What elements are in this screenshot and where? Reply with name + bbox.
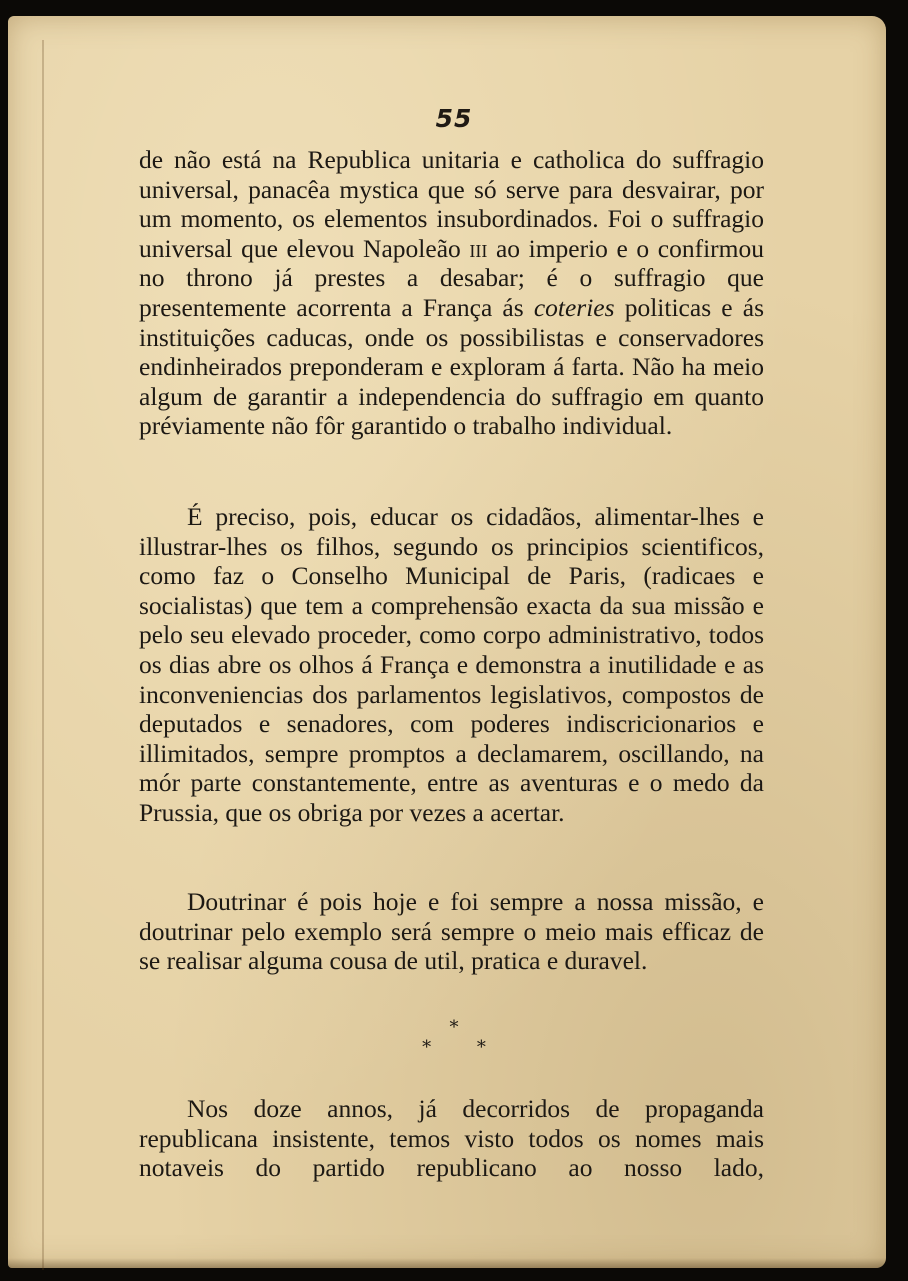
paragraph-1-part-2: ao imperio e o confirmou no throno já prestes a desabar; é o suffragio que presentemente acorrenta a França ás bbox=[139, 233, 765, 322]
paragraph-4-text: Nos doze annos, já decorridos de propaganda republicana insistente, temos visto todos os nomes mais notaveis do partido republicano ao nosso lado, bbox=[139, 1094, 764, 1183]
paragraph-1 bbox=[139, 145, 764, 441]
paragraph-1-text bbox=[139, 145, 764, 441]
paragraph-1-part-3: politicas e ás instituições caducas, onde os possibilistas e conservadores endinheirados preponderam e exploram á farta. Não ha meio algum de garantir a independencia do suffragio em quanto préviamente não fôr garantido o trabalho individual. bbox=[139, 292, 764, 441]
roman-numeral: iii bbox=[469, 233, 488, 263]
asterism-bottom: * * bbox=[422, 1037, 506, 1058]
page-number: 55 bbox=[435, 104, 473, 133]
paragraph-3 bbox=[139, 887, 764, 976]
italic-word-coteries: coteries bbox=[533, 292, 615, 322]
page-gutter-shadow bbox=[42, 40, 44, 1270]
section-divider-asterism bbox=[0, 1018, 908, 1058]
page-bottom-edge bbox=[8, 1258, 886, 1268]
paragraph-2-text: É preciso, pois, educar os cidadãos, alimentar-lhes e illustrar-lhes os filhos, segundo os principios scientificos, como faz o Conselho Municipal de Paris, (radicaes e socialistas) que tem a comprehensão exacta da sua missão e pelo seu elevado proceder, como corpo administrativo, todos os dias abre os olhos á França e demonstra a inutilidade e as inconveniencias dos parlamentos legislativos, compostos de deputados e senadores, com poderes indiscricionarios e illimitados, sempre promptos a declamarem, oscillando, na mór parte constantemente, entre as aventuras e o medo da Prussia, que os obriga por vezes a acertar. bbox=[139, 502, 764, 827]
paragraph-3-text: Doutrinar é pois hoje e foi sempre a nossa missão, e doutrinar pelo exemplo será sempre o meio mais efficaz de se realisar alguma cousa de util, pratica e duravel. bbox=[139, 887, 764, 976]
paragraph-2 bbox=[139, 502, 764, 828]
paragraph-4 bbox=[139, 1094, 764, 1183]
paragraph-1-part-1: de não está na Republica unitaria e catholica do suffragio universal, panacêa mystica que só serve para desvairar, por um momento, os elementos insubordinados. Foi o suffragio universal que elevou Napoleão bbox=[139, 145, 764, 263]
asterism-top: * bbox=[449, 1017, 459, 1038]
